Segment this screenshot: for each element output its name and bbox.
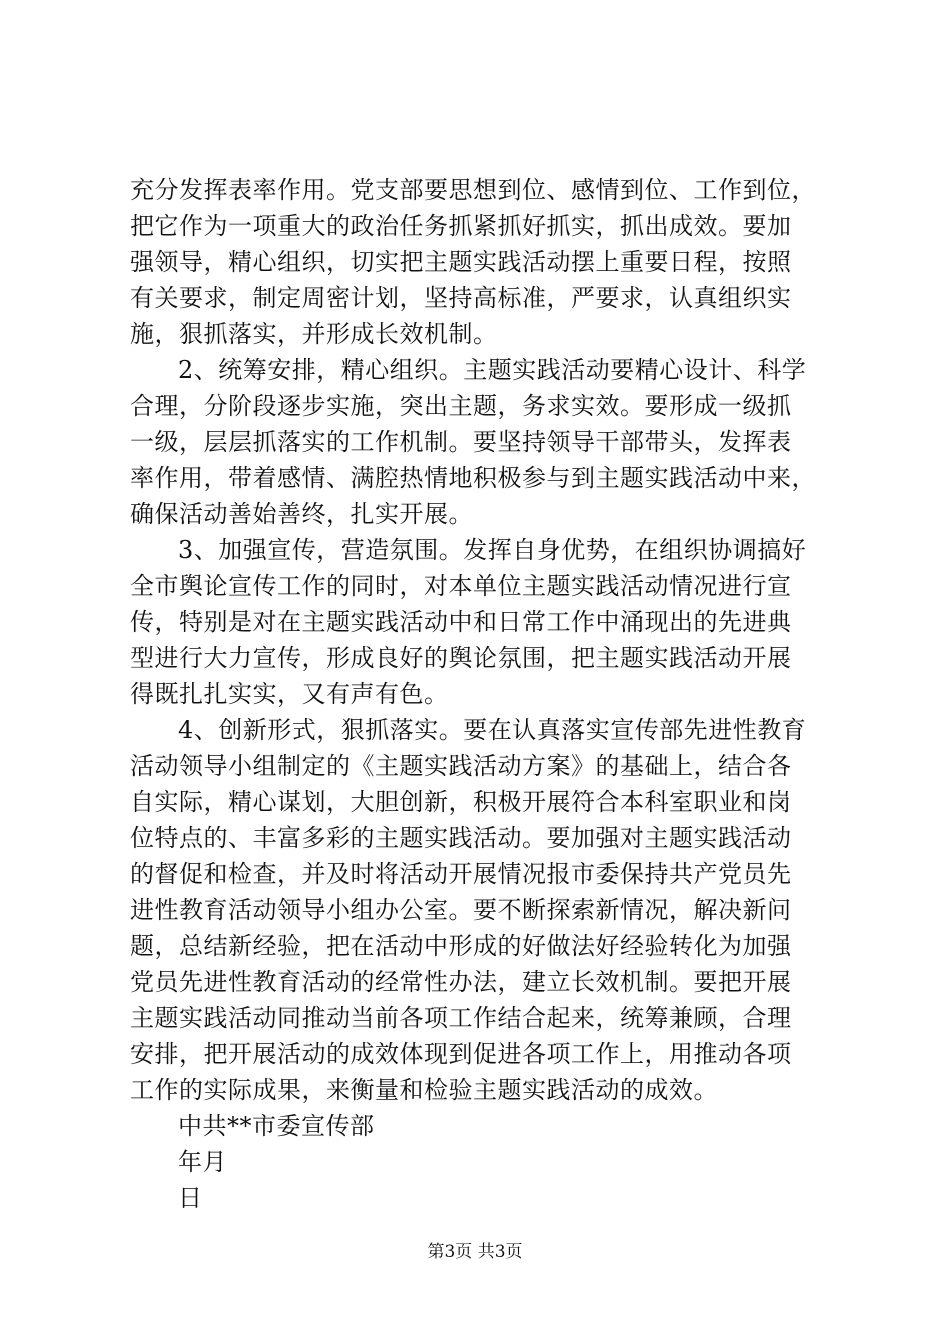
body-line: 进性教育活动领导小组办公室。要不断探索新情况，解决新问 (130, 896, 792, 924)
body-line: 的督促和检查，并及时将活动开展情况报市委保持共产党员先 (130, 860, 792, 888)
body-line: 确保活动善始善终，扎实开展。 (130, 500, 473, 528)
body-line: 得既扎扎实实，又有声有色。 (130, 680, 449, 708)
body-line: 施，狠抓落实，并形成长效机制。 (130, 320, 498, 348)
signature-organization: 中共**市委宣传部 (178, 1112, 375, 1140)
paragraph-start-line: 3、加强宣传，营造氛围。发挥自身优势，在组织协调搞好 (178, 536, 807, 564)
body-line: 充分发挥表率作用。党支部要思想到位、感情到位、工作到位， (130, 176, 816, 204)
body-line: 安排，把开展活动的成效体现到促进各项工作上，用推动各项 (130, 1040, 792, 1068)
body-line: 工作的实际成果，来衡量和检验主题实践活动的成效。 (130, 1076, 718, 1104)
body-line: 有关要求，制定周密计划，坚持高标准，严要求，认真组织实 (130, 284, 792, 312)
body-line: 党员先进性教育活动的经常性办法，建立长效机制。要把开展 (130, 968, 792, 996)
body-line: 强领导，精心组织，切实把主题实践活动摆上重要日程，按照 (130, 248, 792, 276)
document-body (130, 172, 830, 1216)
body-line: 位特点的、丰富多彩的主题实践活动。要加强对主题实践活动 (130, 824, 792, 852)
body-line: 题，总结新经验，把在活动中形成的好做法好经验转化为加强 (130, 932, 792, 960)
body-line: 型进行大力宣传，形成良好的舆论氛围，把主题实践活动开展 (130, 644, 792, 672)
paragraph-start-line: 4、创新形式，狠抓落实。要在认真落实宣传部先进性教育 (178, 716, 807, 744)
body-line: 合理，分阶段逐步实施，突出主题，务求实效。要形成一级抓 (130, 392, 792, 420)
body-line: 自实际，精心谋划，大胆创新，积极开展符合本科室职业和岗 (130, 788, 792, 816)
body-line: 把它作为一项重大的政治任务抓紧抓好抓实，抓出成效。要加 (130, 212, 792, 240)
page-footer: 第3页 共3页 (427, 1242, 523, 1262)
body-line: 全市舆论宣传工作的同时，对本单位主题实践活动情况进行宣 (130, 572, 792, 600)
body-line: 主题实践活动同推动当前各项工作结合起来，统筹兼顾，合理 (130, 1004, 792, 1032)
body-line: 一级，层层抓落实的工作机制。要坚持领导干部带头，发挥表 (130, 428, 792, 456)
signature-date-day: 日 (178, 1184, 203, 1212)
body-line: 传，特别是对在主题实践活动中和日常工作中涌现出的先进典 (130, 608, 792, 636)
paragraph-start-line: 2、统筹安排，精心组织。主题实践活动要精心设计、科学 (178, 356, 807, 384)
signature-date-year-month: 年月 (178, 1148, 227, 1176)
body-line: 活动领导小组制定的《主题实践活动方案》的基础上，结合各 (130, 752, 792, 780)
body-line: 率作用，带着感情、满腔热情地积极参与到主题实践活动中来， (130, 464, 816, 492)
